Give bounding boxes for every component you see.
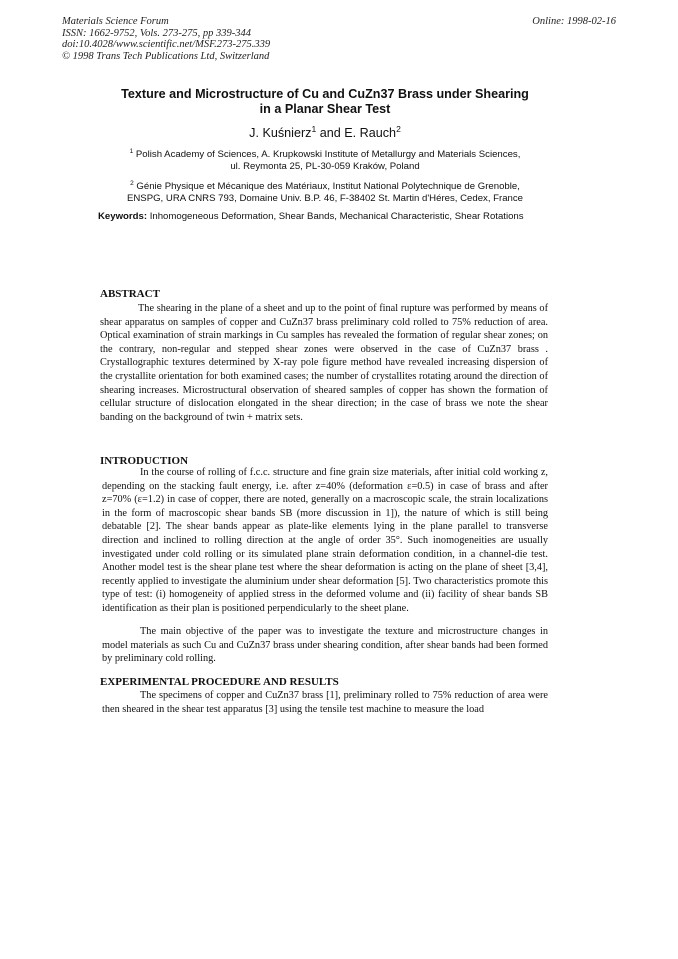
author1-affiliation-mark: 1	[311, 123, 317, 134]
author2-affiliation-mark: 2	[396, 123, 401, 134]
title-line-1: Texture and Microstructure of Cu and CuZn37 Brass under Shearing	[121, 87, 529, 101]
affiliation-1-mark: 1	[129, 147, 134, 155]
journal-name: Materials Science Forum	[62, 16, 169, 27]
author-kusnierz: J. Kuśnierz	[249, 126, 312, 140]
keywords-label: Keywords:	[98, 211, 148, 222]
author-list	[90, 123, 560, 141]
title-line-2: in a Planar Shear Test	[259, 101, 391, 116]
introduction-paragraph-1: In the course of rolling of f.c.c. structure and fine grain size materials, after initial cold working z, depending on the stacking fault energy, i.e. after z=40% (deformation ε=0.5) in case of brass and after z=70% (ε=1.2) in case of copper, there are noted, generally on a macroscopic scale, the strain localizations in the form of macroscopic shear bands SB (more discussion in 1]), the nature of which is still being debatable [2]. The shear bands appear as plate-like elements lying in the plane parallel to transverse direction and inclined to rolling direction at the angle of order 35°. Such inomogeneities are usually investigated under cold rolling or its simulated plane strain deformation condition, in a channel-die test. Another model test is the shear plane test where the shear deformation is acting on the plane of sheet [3,4], recently applied to investigate the aluminium under shear deformation [5]. Two characteristics promote this type of test: (i) homogeneity of applied stress in the deformed volume and (ii) facility of shear bands SB identification as their plan is positioned perpendicularly to the sheet plane.	[102, 467, 548, 614]
keywords-text: Inhomogeneous Deformation, Shear Bands, Mechanical Characteristic, Shear Rotations	[149, 211, 524, 222]
experimental-heading: EXPERIMENTAL PROCEDURE AND RESULTS	[100, 676, 339, 688]
paper-title	[90, 87, 560, 116]
issn-line: ISSN: 1662-9752, Vols. 273-275, pp 339-344	[62, 27, 251, 39]
keywords	[98, 211, 548, 223]
affiliation-1-line-2: ul. Reymonta 25, PL-30-059 Kraków, Poland	[230, 160, 420, 172]
experimental-paragraph-1: The specimens of copper and CuZn37 brass [1], preliminary rolled to 75% reduction of area were then sheared in the shear test apparatus [3] using the tensile test machine to measure the load	[102, 690, 548, 715]
online-date: Online: 1998-02-16	[532, 16, 616, 27]
affiliation-1-line-1: Polish Academy of Sciences, A. Krupkowski Institute of Metallurgy and Materials Sciences,	[135, 149, 521, 160]
abstract-heading: ABSTRACT	[100, 288, 160, 300]
affiliation-2-line-2: ENSPG, URA CNRS 793, Domaine Univ. B.P. 46, F-38402 St. Martin d'Héres, Cedex, France	[126, 192, 524, 204]
copyright-line: © 1998 Trans Tech Publications Ltd, Switzerland	[62, 50, 270, 62]
affiliation-2-line-1: Génie Physique et Mécanique des Matériaux, Institut National Polytechnique de Grenoble,	[136, 181, 520, 192]
abstract-text: The shearing in the plane of a sheet and up to the point of final rupture was performed by means of shear apparatus on samples of copper and CuZn37 brass preliminary cold rolled to 75% reduction of area. Optical examination of strain markings in Cu samples has revealed the formation of regular shear zones; on the contrary, non-regular and stepped shear zones were observed in the case of CuZn37 brass . Crystallographic textures determined by X-ray pole figure method have revealed increasing dispersion of the crystallite orientation for both examined cases; the number of crystallites rotating around the direction of shearing increases. Microstructural observation of sheared samples of copper has shown the formation of cellular structure of dislocation elongated in the shear direction; in the case of brass we note the shear banding on the background of twin + matrix sets.	[100, 303, 548, 423]
affiliation-1	[100, 149, 550, 173]
introduction-paragraph-2: The main objective of the paper was to investigate the texture and microstructure changes in model materials as such Cu and CuZn37 brass under shearing condition, after shear bands had been formed by preliminary cold rolling.	[102, 626, 548, 665]
author-rauch: E. Rauch	[344, 126, 397, 140]
doi-link[interactable]: doi:10.4028/www.scientific.net/MSF.273-275.339	[62, 39, 271, 51]
introduction-heading: INTRODUCTION	[100, 455, 189, 467]
affiliation-2-mark: 2	[130, 179, 134, 187]
journal-metadata	[62, 16, 270, 62]
author-separator: and	[316, 126, 345, 140]
affiliation-2	[100, 181, 550, 205]
